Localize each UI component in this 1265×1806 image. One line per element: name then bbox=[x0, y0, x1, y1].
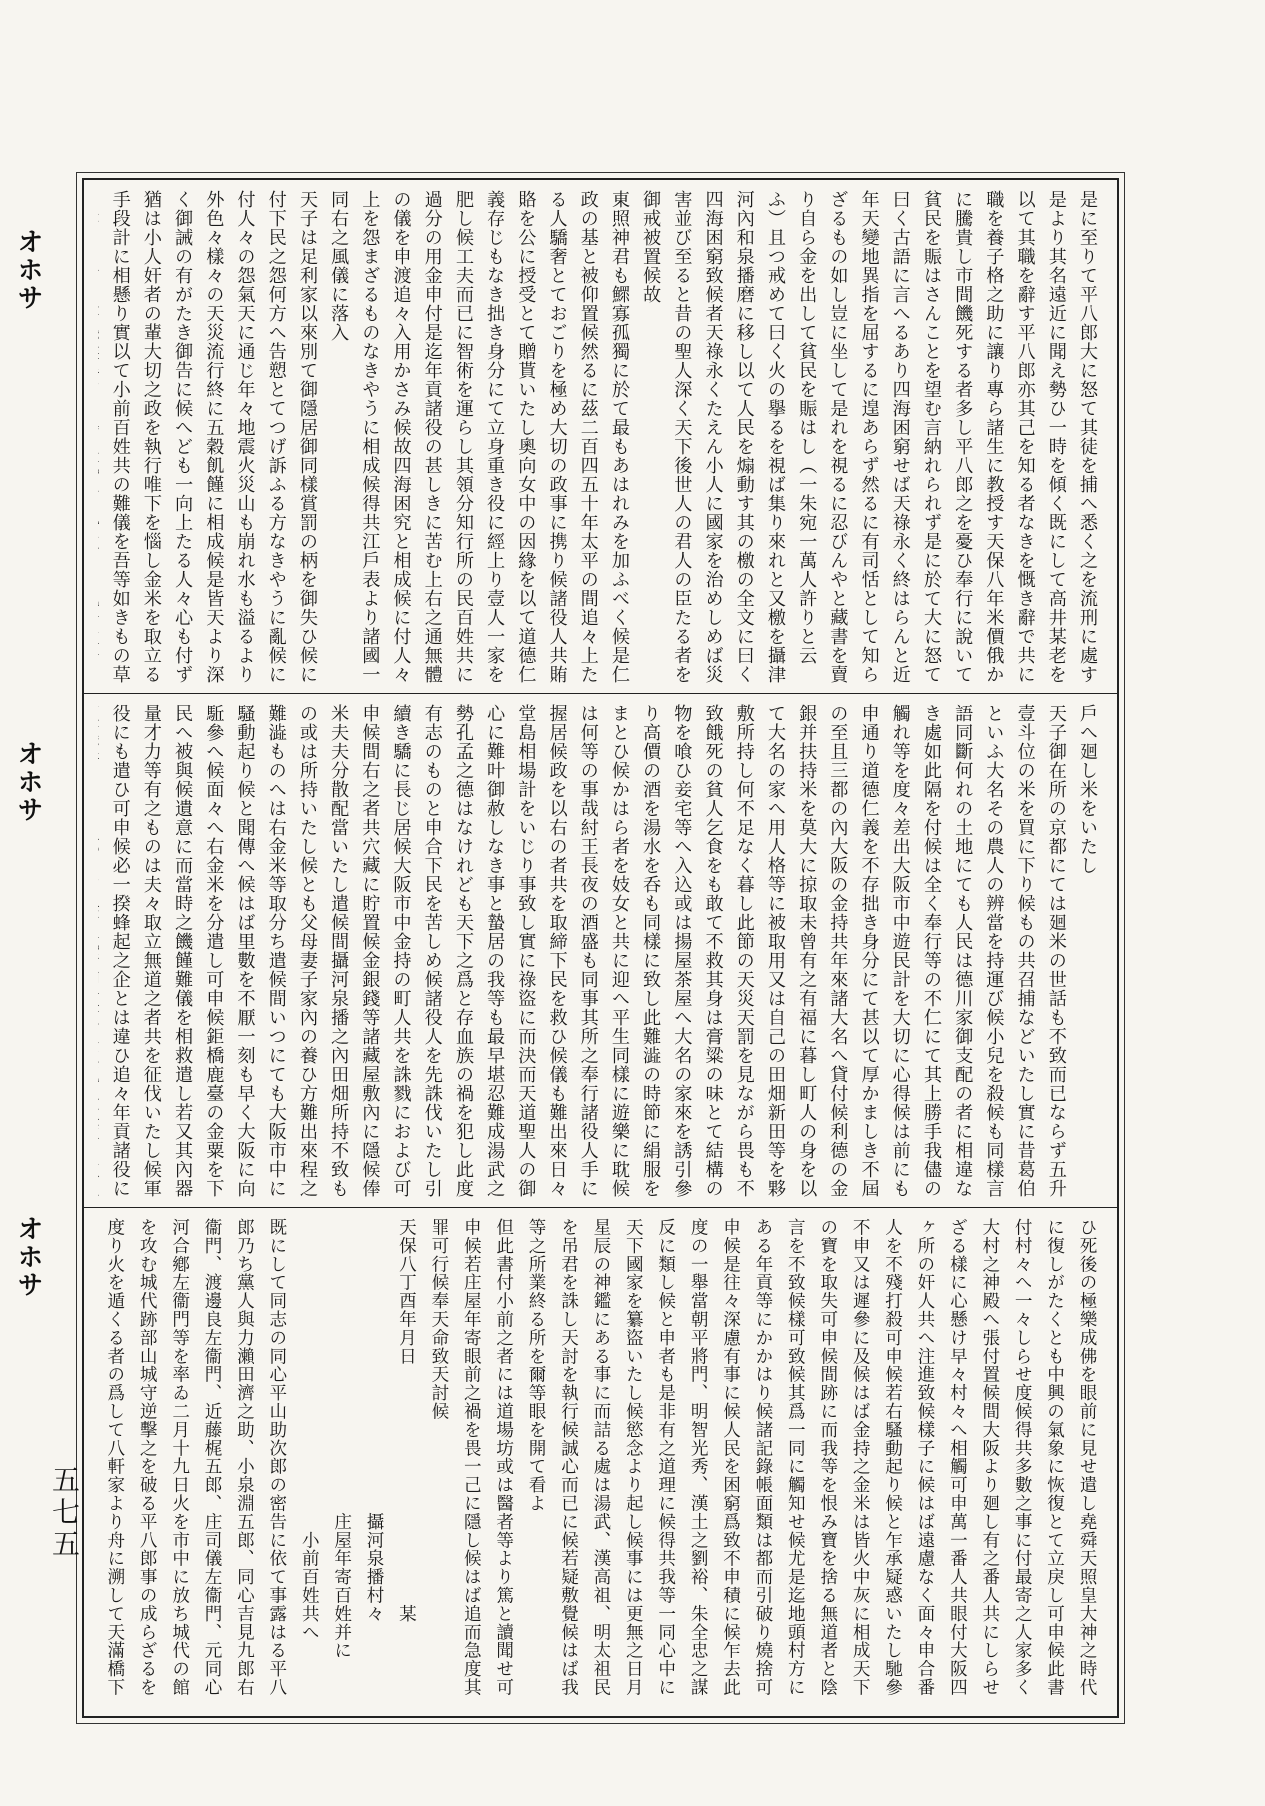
margin-marker-bottom: オホサ bbox=[13, 1215, 43, 1299]
text-band-top bbox=[84, 180, 1117, 694]
body-text-bottom: ひ死後の極樂成佛を眼前に見せ遣し堯舜天照皇大神之時代に復しがたくとも中興の氣象に恢復とて立戾し可申候此書付村々へ一々しらせ度候得共多數之事に付最寄之人家多く大村之神殿へ張付置候間大阪より廻し有之番人共にしらせざる樣に心懸け早々村々へ相觸可申萬一番人共眼付大阪四ヶ所の奸人共へ注進致候樣子に候はば遠慮なく面々申合番人を不殘打殺可申候若右騷動起り候と乍承疑惑いたし馳參不申又は遲參に及候はば金持之金米は皆火中灰に相成天下の寶を取失可申候間跡に而我等を恨み寶を捨る無道者と陰言を不致候樣可致候其爲一同に觸知せ候尤是迄地頭村方にある年貢等にかかはり候諸記錄帳面類は都而引破り燒捨可申候是往々深慮有事に候人民を困窮爲致不申積に候乍去此度の一舉當朝平將門、明智光秀、漢土之劉裕、朱全忠之謀反に類し候と申者も是非有之道理に候得共我等一同心中に天下國家を纂盜いたし候慾念より起し候事には更無之日月星辰の神鑑にある事に而詰る處は湯武、漢高祖、明太祖民を吊君を誅し天討を執行候誠心而已に候若疑敷覺候はば我等之所業終る所を爾等眼を開て看よ 但此書付小前之者には道場坊或は醫者等より篤と讀聞せ可申候若庄屋年寄眼前之禍を畏一己に隱し候はば追而急度其罪可行候奉天命致天討候 天保八丁酉年月日 某 攝河泉播村々 庄屋年寄百姓并に 小前百姓共へ 既にして同志の同心平山助次郎の密告に依て事露はる平八郎乃ち黨人與力瀨田濟之助、小泉淵五郎、同心吉見九郎右衞門、渡邊良左衞門、近藤梶五郎、庄司儀左衞門、元同心河合鄕左衞門等を率ゐ二月十九日火を市中に放ち城代の館を攻む城代跡部山城守逆擊之を破る平八郎事の成らざるを度り火を遁くる者の爲して八軒家より舟に溯して天滿橋下 bbox=[104, 1218, 1097, 1697]
body-text-middle: 戶へ廻し米をいたし 天子御在所の京都にては廻米の世話も不致而已ならず五升壹斗位の米を買に下り候もの共召捕などいたし實に昔葛伯といふ大名その農人の辨當を持運び候小兒を殺候も同樣言語同斷何れの土地にても人民は德川家御支配の者に相違なき處如此隔を付候は全く奉行等の不仁にて其上勝手我儘の觸れ等を度々差出大阪市中遊民計を大切に心得候は前にも申通り道德仁義を不存拙き身分にて甚以て厚かましき不屆の至且三都の內大阪の金持共年來諸大名へ貸付候利德の金銀并扶持米を莫大に掠取未曾有之有福に暮し町人の身を以て大名の家へ用人格等に被取用又は自己の田畑新田等を夥敷所持し何不足なく暮し此節の天災天罰を見ながら畏も不致餓死の貧人乞食をも敢て不救其身は膏粱の味とて結構の物を喰ひ妾宅等へ入込或は揚屋茶屋へ大名の家來を誘引參り高價の酒を湯水を呑も同樣に致し此難澁の時節に絹服をまとひ候かはら者を妓女と共に迎へ平生同樣に遊樂に耽候は何等の事哉紂王長夜の酒盛も同事其所之奉行諸役人手に握居候政を以右の者共を取締下民を救ひ候儀も難出來日々堂島相場計をいじり事致し實に祿盜に而決而天道聖人の御心に難叶御赦しなき事と蟄居の我等も最早堪忍難成湯武之勢孔孟之德はなけれども天下之爲と存血族の禍を犯し此度有志のものと申合下民を苦しめ候諸役人を先誅伐いたし引續き驕に長じ居候大阪市中金持の町人共を誅戮におよび可申候間右之者共穴藏に貯置候金銀錢等諸藏屋敷內に隱候俸米夫夫分散配當いたし遣候間攝河泉播之內田畑所持不致もの或は所持いたし候とも父母妻子家內の養ひ方難出來程之難澁ものへは右金米等取分ち遣候間いつにても大阪市中に騷動起り候と聞傳へ候はば里數を不厭一刻も早く大阪に向駈參へ候面々へ右金米を分遣し可申候鉅橋鹿臺の金粟を下民へ被與候遺意に而當時之饑饉難儀を相救遣し若又其內器量才力等有之ものは夫々取立無道之者共を征伐いたし候軍役にも遣ひ可申候必一揆蜂起之企とは違ひ追々年貢諸役に bbox=[109, 704, 1098, 1198]
page-number: 五七五 bbox=[48, 1465, 81, 1561]
text-band-middle bbox=[84, 694, 1117, 1208]
text-band-bottom bbox=[84, 1208, 1117, 1716]
margin-marker-top: オホサ bbox=[13, 228, 43, 312]
body-text-top: 是に至りて平八郎大に怒て其徒を捕へ悉く之を流刑に處す是より其名遠近に聞え勢ひ一時を傾く既にして高井某老を以て其職を辭す平八郎亦其己を知る者なきを慨き辭で共に職を養子格之助に讓り專ら諸生に教授す天保八年米價俄かに騰貴し市間饑死する者多し平八郎之を憂ひ奉行に說いて貧民を賑はさんことを望む言納れられず是に於て大に怒て曰く古語に言へるあり四海困窮せば天祿永く終はらんと近年天變地異指を屈するに遑あらず然るに有司恬として知らざるもの如し豈に坐して是れを視るに忍びんやと藏書を賣り自ら金を出して貧民を賑はし（一朱宛一萬人許りと云ふ）且つ戒めて曰く火の擧るを視ば集り來れと又檄を攝津河內和泉播磨に移し以て人民を煽動す其の檄の全文に曰く 四海困窮致候者天祿永くたえん小人に國家を治めしめば災害並び至ると昔の聖人深く天下後世人の君人の臣たる者を御戒被置候故 東照神君も鰥寡孤獨に於て最もあはれみを加ふべく候是仁政の基と被仰置候然るに茲二百四五十年太平の間追々上たる人驕奢とておごりを極め大切の政事に携り候諸役人共賄賂を公に授受とて贈貰いたし奧向女中の因緣を以て道德仁義存じもなき拙き身分にて立身重き役に經上り壹人一家を肥し候工夫而已に智術を運らし其領分知行所の民百姓共に過分の用金申付是迄年貢諸役の甚しきに苦む上右之通無體の儀を申渡追々入用かさみ候故四海困究と相成候に付人々上を怨まざるものなきやうに相成候得共江戶表より諸國一同右之風儀に落入 天子は足利家以來別て御隱居御同樣賞罰の柄を御失ひ候に付下民之怨何方へ告愬とてつげ訴ふる方なきやうに亂候に付人々の怨氣天に通じ年々地震火災山も崩れ水も溢るより外色々樣々の天災流行終に五穀飢饉に相成候是皆天より深く御誡の有がたき御告に候へども一向上たる人々心も付ず猶は小人奸者の輩大切之政を執行唯下を惱し金米を取立る手段計に相懸り實以て小前百姓共の難儀を吾等如きもの草 bbox=[109, 190, 1098, 684]
margin-marker-middle: オホサ bbox=[13, 740, 43, 824]
page-frame bbox=[82, 178, 1119, 1718]
